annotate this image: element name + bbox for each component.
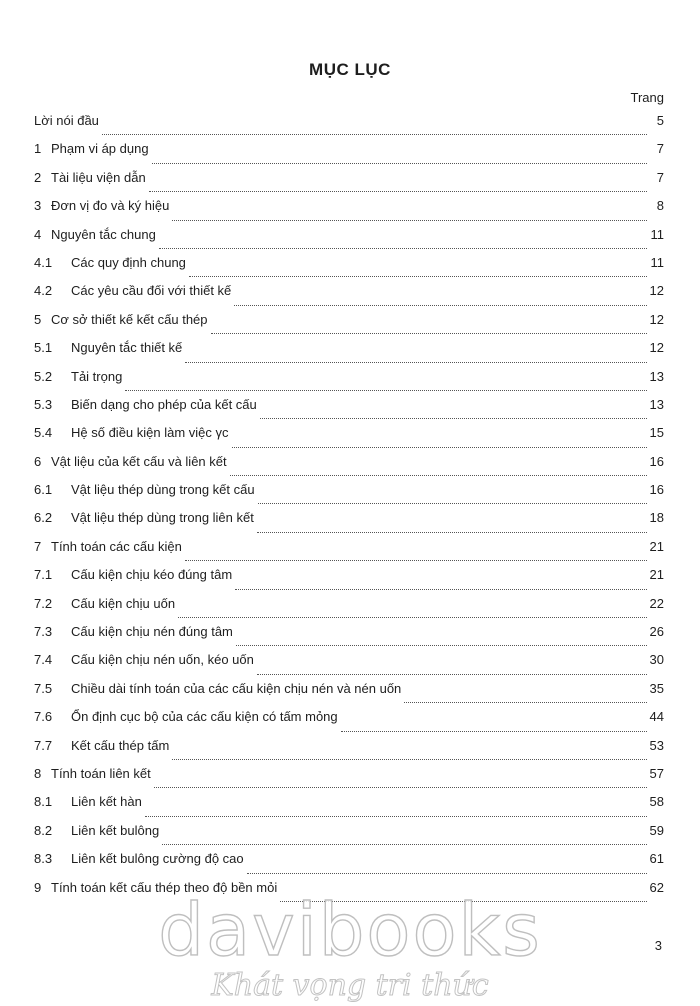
toc-entry-label: Liên kết hàn [71, 794, 142, 810]
page-title: MỤC LỤC [309, 60, 391, 79]
toc-entry-number: 4 [34, 226, 42, 242]
toc-leader-dots [257, 673, 647, 675]
toc-entry-page: 13 [649, 396, 664, 412]
toc-entry-number: 7.6 [34, 709, 53, 725]
toc-entry-page: 11 [650, 226, 664, 242]
toc-entry [34, 880, 664, 908]
toc-leader-dots [185, 559, 647, 561]
toc-entry-label: Liên kết bulông [71, 822, 160, 838]
toc-entry-number: 8.2 [34, 822, 53, 838]
toc-entry-label: Đơn vị đo và ký hiệu [51, 198, 170, 214]
toc-entry-label: Cấu kiện chịu nén uốn, kéo uốn [71, 652, 254, 668]
toc-leader-dots [247, 872, 647, 874]
toc-entry [34, 539, 664, 567]
toc-leader-dots [280, 900, 646, 902]
toc-entry-page: 30 [649, 652, 664, 668]
toc-entry [34, 766, 664, 794]
toc-entry-number: 7.7 [34, 737, 53, 753]
toc-leader-dots [162, 843, 646, 845]
toc-entry-number: 5.2 [34, 368, 53, 384]
toc-entry-label: Cấu kiện chịu nén đúng tâm [71, 624, 233, 640]
toc-entry-label: Nguyên tắc thiết kế [71, 340, 183, 356]
toc-entry-number: 5 [34, 311, 42, 327]
toc-entry-label: Tải trọng [71, 368, 123, 384]
toc-entry-number: 5.4 [34, 425, 53, 441]
toc-entry-number: 7.1 [34, 567, 53, 583]
toc-entry-label: Cấu kiện chịu uốn [71, 595, 176, 611]
toc-entry-number: 6 [34, 453, 42, 469]
toc-leader-dots [232, 446, 647, 448]
toc-entry [34, 794, 664, 822]
toc-entry-page: 53 [649, 737, 664, 753]
toc-leader-dots [172, 758, 646, 760]
toc-entry-page: 12 [649, 283, 664, 299]
toc-entry [34, 198, 664, 226]
toc-entry [34, 624, 664, 652]
toc-entry-label: Nguyên tắc chung [51, 226, 156, 242]
toc-entry-page: 11 [650, 254, 664, 270]
toc-entry [34, 170, 664, 198]
toc-entry-page: 15 [649, 425, 664, 441]
toc-entry-label: Tính toán liên kết [51, 765, 151, 781]
toc-entry-label: Cơ sở thiết kế kết cấu thép [51, 311, 208, 327]
toc-entry-label: Cấu kiện chịu kéo đúng tâm [71, 567, 233, 583]
toc-entry-page: 12 [649, 311, 664, 327]
toc-entry-number: 8.3 [34, 851, 53, 867]
toc-leader-dots [102, 133, 647, 135]
toc-entry-label: Vật liệu thép dùng trong kết cấu [71, 482, 255, 498]
toc-entry-page: 7 [656, 141, 664, 157]
toc-entry-label: Hệ số điều kiện làm việc γc [71, 425, 229, 441]
toc-entry-label: Kết cấu thép tấm [71, 737, 170, 753]
toc-entry [34, 340, 664, 368]
toc-entry-label: Ổn định cục bộ của các cấu kiện có tấm mỏng [71, 709, 338, 725]
toc-entry-number: 3 [34, 198, 42, 214]
toc-entry [34, 596, 664, 624]
toc-entry-page: 5 [656, 113, 664, 128]
toc-leader-dots [185, 361, 646, 363]
toc-entry-page: 58 [649, 794, 664, 810]
toc-leader-dots [159, 247, 647, 249]
toc-entry [34, 312, 664, 340]
toc-entry-number: 9 [34, 879, 42, 895]
toc-leader-dots [234, 304, 646, 306]
toc-entry [34, 255, 664, 283]
toc-entry-page: 59 [649, 822, 664, 838]
toc-entry-label: Lời nói đầu [34, 113, 99, 128]
toc-entry [34, 567, 664, 595]
toc-entry-label: Tính toán kết cấu thép theo độ bền mỏi [51, 879, 278, 895]
toc-entry-number: 8 [34, 765, 42, 781]
toc-leader-dots [235, 588, 646, 590]
page-number: 3 [654, 938, 662, 953]
toc-entry-number: 6.1 [34, 482, 53, 498]
toc-entry [34, 227, 664, 255]
toc-entry [34, 454, 664, 482]
toc-leader-dots [145, 815, 647, 817]
toc-entry [34, 738, 664, 766]
toc-entry-label: Vật liệu thép dùng trong liên kết [71, 510, 254, 526]
toc-entry-label: Phạm vi áp dụng [51, 141, 149, 157]
toc-entry-label: Các yêu cầu đối với thiết kế [71, 283, 232, 299]
toc-entry-number: 7 [34, 538, 42, 554]
toc-entry-number: 8.1 [34, 794, 53, 810]
toc-entry-page: 12 [649, 340, 664, 356]
toc-entry [34, 510, 664, 538]
toc-leader-dots [260, 417, 647, 419]
toc-entry-page: 22 [649, 595, 664, 611]
toc-entry [34, 141, 664, 169]
toc-entry-page: 18 [649, 510, 664, 526]
toc-entry-number: 4.1 [34, 254, 53, 270]
toc-entry-page: 16 [649, 453, 664, 469]
toc-leader-dots [258, 502, 647, 504]
toc-leader-dots [236, 644, 647, 646]
toc-entry-label: Tài liệu viện dẫn [51, 169, 146, 185]
toc-entry [34, 709, 664, 737]
toc-entry [34, 652, 664, 680]
watermark-slogan: Khát vọng tri thức [211, 968, 489, 1003]
table-of-contents [34, 113, 664, 908]
toc-entry-label: Liên kết bulông cường độ cao [71, 851, 244, 867]
toc-entry-page: 57 [649, 765, 664, 781]
toc-entry-number: 7.3 [34, 624, 53, 640]
toc-entry-label: Các quy định chung [71, 254, 186, 270]
toc-entry-page: 21 [649, 538, 664, 554]
toc-entry-number: 7.2 [34, 595, 53, 611]
toc-entry-number: 5.1 [34, 340, 53, 356]
toc-entry-page: 13 [649, 368, 664, 384]
toc-entry-number: 1 [34, 141, 42, 157]
toc-entry-page: 8 [656, 198, 664, 214]
toc-entry-page: 7 [656, 169, 664, 185]
toc-entry-number: 7.4 [34, 652, 53, 668]
toc-leader-dots [172, 219, 647, 221]
toc-entry-page: 26 [649, 624, 664, 640]
toc-leader-dots [149, 190, 647, 192]
toc-leader-dots [341, 730, 647, 732]
toc-entry-number: 4.2 [34, 283, 53, 299]
toc-entry [34, 851, 664, 879]
toc-entry [34, 397, 664, 425]
toc-entry-page: 16 [649, 482, 664, 498]
toc-leader-dots [230, 474, 647, 476]
toc-entry-label: Vật liệu của kết cấu và liên kết [51, 453, 227, 469]
page-column-header: Trang [630, 90, 664, 105]
toc-entry [34, 283, 664, 311]
toc-entry-page: 61 [649, 851, 664, 867]
toc-entry [34, 681, 664, 709]
toc-entry-label: Biến dạng cho phép của kết cấu [71, 396, 257, 412]
toc-entry-page: 21 [649, 567, 664, 583]
toc-leader-dots [404, 701, 646, 703]
toc-leader-dots [257, 531, 647, 533]
toc-leader-dots [152, 162, 647, 164]
watermark-brand: davibooks [158, 888, 542, 972]
toc-entry [34, 113, 664, 141]
toc-entry [34, 482, 664, 510]
toc-entry-label: Tính toán các cấu kiện [51, 538, 182, 554]
toc-entry-number: 7.5 [34, 680, 53, 696]
toc-entry [34, 369, 664, 397]
toc-leader-dots [178, 616, 646, 618]
toc-entry-number: 2 [34, 169, 42, 185]
toc-entry-page: 62 [649, 879, 664, 895]
toc-leader-dots [125, 389, 646, 391]
toc-leader-dots [189, 275, 647, 277]
toc-entry-number: 5.3 [34, 396, 53, 412]
toc-leader-dots [154, 786, 647, 788]
toc-entry-label: Chiều dài tính toán của các cấu kiện chịu nén và nén uốn [71, 680, 402, 696]
toc-entry-page: 44 [649, 709, 664, 725]
toc-leader-dots [211, 332, 647, 334]
toc-entry [34, 823, 664, 851]
toc-entry [34, 425, 664, 453]
toc-entry-number: 6.2 [34, 510, 53, 526]
toc-entry-page: 35 [649, 680, 664, 696]
